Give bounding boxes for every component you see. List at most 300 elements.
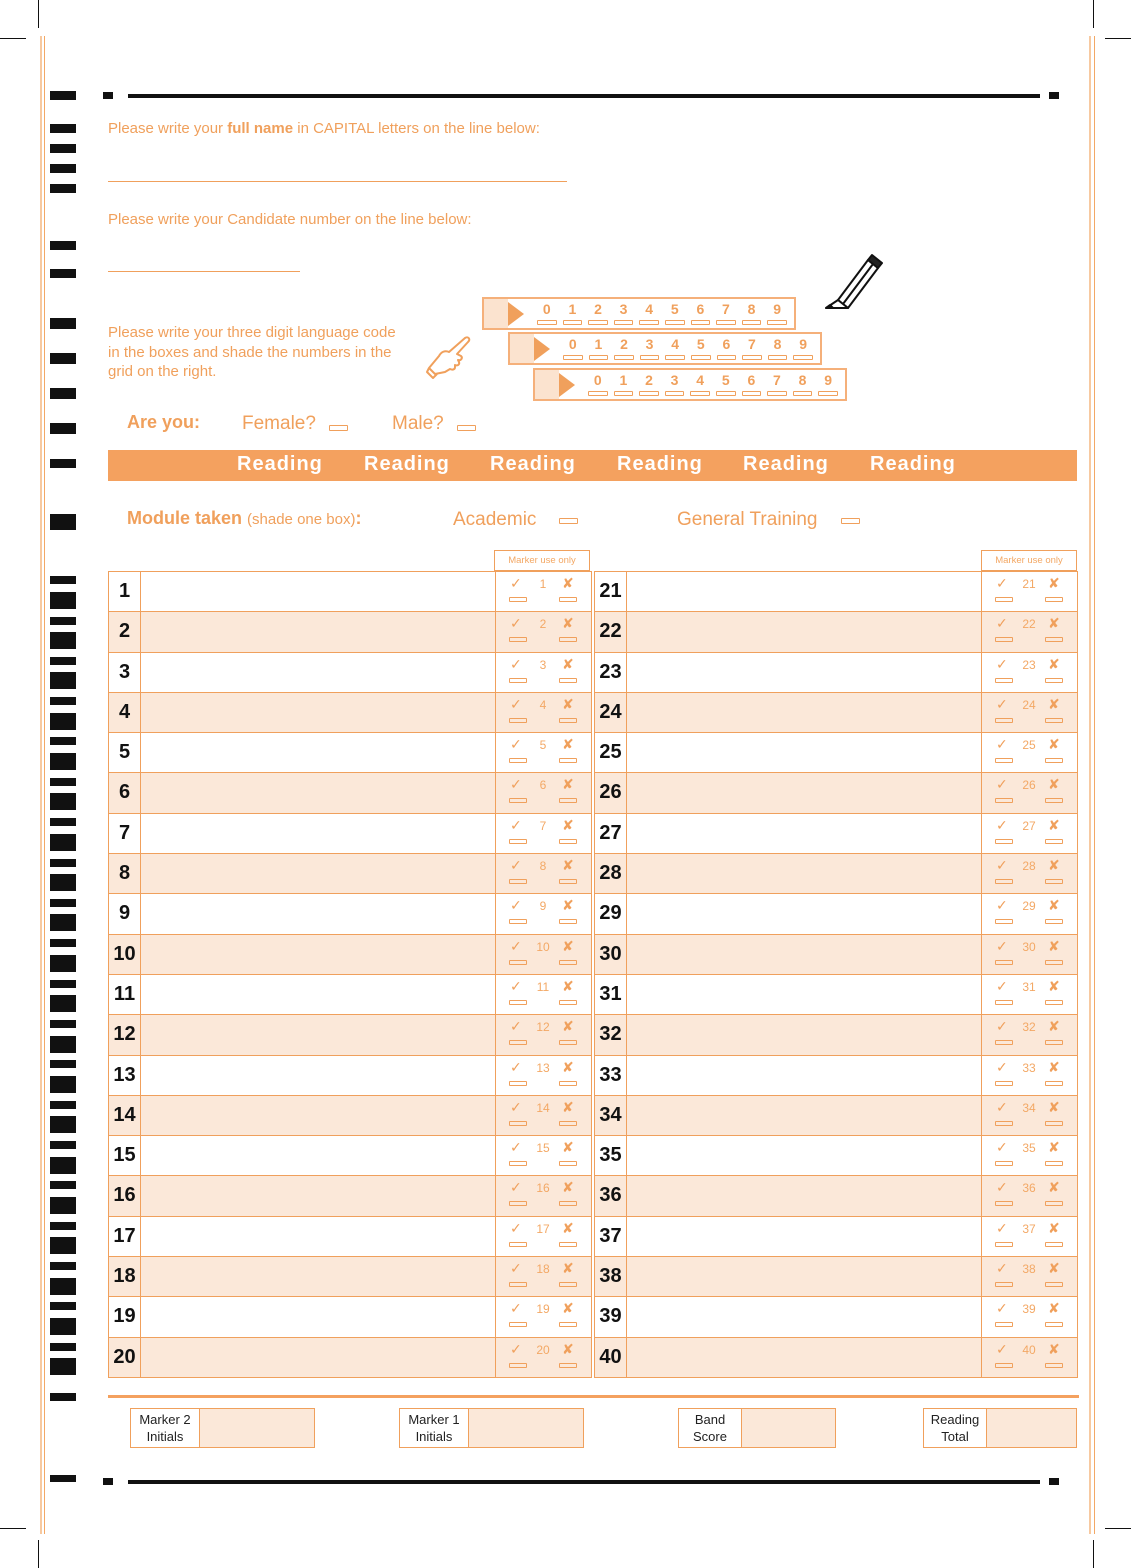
answer-field[interactable] xyxy=(627,653,981,692)
timing-mark xyxy=(50,184,76,193)
language-digit-grid[interactable] xyxy=(534,301,790,325)
correct-shade-box[interactable] xyxy=(995,839,1013,844)
tick-icon: ✓ xyxy=(996,1139,1008,1156)
cross-icon: ✘ xyxy=(1048,816,1060,833)
cross-icon: ✘ xyxy=(562,615,574,632)
timing-mark xyxy=(50,124,76,133)
language-digit-option[interactable]: 3 xyxy=(611,301,637,325)
marker-question-number: 15 xyxy=(536,1141,550,1156)
incorrect-shade-box[interactable] xyxy=(559,839,577,844)
marker-cell xyxy=(495,1338,590,1377)
cross-icon: ✘ xyxy=(1048,655,1060,672)
marker2-initials-box[interactable] xyxy=(130,1408,315,1448)
tick-icon: ✓ xyxy=(510,1260,522,1277)
answer-row xyxy=(595,773,1077,813)
marker-question-number: 35 xyxy=(1022,1141,1036,1156)
reading-banner xyxy=(108,450,1077,481)
language-code-row-2[interactable] xyxy=(508,332,822,365)
incorrect-shade-box[interactable] xyxy=(1045,637,1063,642)
correct-shade-box[interactable] xyxy=(509,1161,527,1166)
answer-field[interactable] xyxy=(627,1257,981,1296)
language-instruction-line: grid on the right. xyxy=(108,363,217,380)
marker-cell xyxy=(495,693,590,732)
answer-row xyxy=(595,1297,1077,1337)
incorrect-shade-box[interactable] xyxy=(1045,1242,1063,1247)
language-digit-option[interactable]: 8 xyxy=(739,301,765,325)
answer-field[interactable] xyxy=(141,1257,495,1296)
full-name-instruction: Please write your full name in CAPITAL letters on the line below: xyxy=(108,120,540,137)
correct-shade-box[interactable] xyxy=(509,1201,527,1206)
incorrect-shade-box[interactable] xyxy=(1045,960,1063,965)
incorrect-shade-box[interactable] xyxy=(559,960,577,965)
language-digit-option[interactable]: 2 xyxy=(636,372,662,396)
correct-shade-box[interactable] xyxy=(509,1040,527,1045)
question-number: 6 xyxy=(109,773,141,812)
language-code-digit-box[interactable] xyxy=(535,370,559,399)
language-digit-option[interactable]: 2 xyxy=(585,301,611,325)
answer-row xyxy=(109,773,591,813)
correct-shade-box[interactable] xyxy=(995,718,1013,723)
incorrect-shade-box[interactable] xyxy=(559,1363,577,1368)
male-shade-box[interactable] xyxy=(457,425,476,431)
tick-icon: ✓ xyxy=(510,816,522,833)
answer-field[interactable] xyxy=(627,1217,981,1256)
answer-row xyxy=(595,1136,1077,1176)
incorrect-shade-box[interactable] xyxy=(559,1242,577,1247)
candidate-number-line[interactable] xyxy=(108,271,300,272)
timing-mark xyxy=(50,1141,76,1149)
incorrect-shade-box[interactable] xyxy=(1045,1000,1063,1005)
correct-shade-box[interactable] xyxy=(995,1081,1013,1086)
language-digit-option[interactable]: 4 xyxy=(662,336,688,360)
timing-mark xyxy=(50,617,76,625)
answer-field[interactable] xyxy=(627,894,981,933)
correct-shade-box[interactable] xyxy=(509,919,527,924)
language-digit-option[interactable]: 0 xyxy=(560,336,586,360)
cross-icon: ✘ xyxy=(562,655,574,672)
answer-field[interactable] xyxy=(627,733,981,772)
marker-cell xyxy=(495,975,590,1014)
correct-shade-box[interactable] xyxy=(509,1121,527,1126)
language-digit-option[interactable]: 6 xyxy=(688,301,714,325)
answer-field[interactable] xyxy=(627,1096,981,1135)
answer-field[interactable] xyxy=(141,1217,495,1256)
correct-shade-box[interactable] xyxy=(509,960,527,965)
banner-text: Reading xyxy=(237,453,323,475)
incorrect-shade-box[interactable] xyxy=(559,678,577,683)
language-digit-option[interactable]: 1 xyxy=(586,336,612,360)
answer-field[interactable] xyxy=(141,1056,495,1095)
general-training-shade-box[interactable] xyxy=(841,518,860,524)
question-number: 30 xyxy=(595,935,627,974)
marker-cell xyxy=(495,572,590,611)
marker-cell xyxy=(495,935,590,974)
reading-total-box[interactable] xyxy=(923,1408,1077,1448)
cross-icon: ✘ xyxy=(1048,1340,1060,1357)
marker-question-number: 29 xyxy=(1022,899,1036,914)
cross-icon: ✘ xyxy=(1048,1098,1060,1115)
cross-icon: ✘ xyxy=(1048,1018,1060,1035)
incorrect-shade-box[interactable] xyxy=(1045,1040,1063,1045)
answer-field[interactable] xyxy=(627,1015,981,1054)
language-digit-option[interactable]: 8 xyxy=(790,372,816,396)
marker-cell xyxy=(981,854,1076,893)
registration-mark xyxy=(1049,92,1059,99)
answer-field[interactable] xyxy=(627,1056,981,1095)
incorrect-shade-box[interactable] xyxy=(559,758,577,763)
cross-icon: ✘ xyxy=(562,1018,574,1035)
incorrect-shade-box[interactable] xyxy=(1045,1201,1063,1206)
marker-question-number: 8 xyxy=(539,859,547,874)
correct-shade-box[interactable] xyxy=(509,1322,527,1327)
correct-shade-box[interactable] xyxy=(509,1081,527,1086)
language-digit-option[interactable]: 5 xyxy=(713,372,739,396)
correct-shade-box[interactable] xyxy=(509,798,527,803)
crop-mark xyxy=(1093,0,1094,28)
question-number: 18 xyxy=(109,1257,141,1296)
correct-shade-box[interactable] xyxy=(509,1242,527,1247)
incorrect-shade-box[interactable] xyxy=(1045,1282,1063,1287)
incorrect-shade-box[interactable] xyxy=(1045,919,1063,924)
question-number: 14 xyxy=(109,1096,141,1135)
marker2-initials-field[interactable] xyxy=(200,1408,315,1448)
marker-cell xyxy=(495,1096,590,1135)
timing-mark xyxy=(50,859,76,867)
question-number: 5 xyxy=(109,733,141,772)
incorrect-shade-box[interactable] xyxy=(1045,839,1063,844)
answer-row xyxy=(109,814,591,854)
language-digit-option[interactable]: 6 xyxy=(739,372,765,396)
answer-field[interactable] xyxy=(141,1096,495,1135)
answer-row xyxy=(109,612,591,652)
marker-question-number: 2 xyxy=(539,617,547,632)
marker-question-number: 17 xyxy=(536,1221,550,1236)
incorrect-shade-box[interactable] xyxy=(559,1282,577,1287)
timing-mark xyxy=(50,1278,76,1295)
marker-question-number: 39 xyxy=(1022,1302,1036,1317)
correct-shade-box[interactable] xyxy=(995,637,1013,642)
language-digit-option[interactable]: 9 xyxy=(815,372,841,396)
incorrect-shade-box[interactable] xyxy=(559,1201,577,1206)
marker-cell xyxy=(981,1257,1076,1296)
answer-field[interactable] xyxy=(141,854,495,893)
answer-field[interactable] xyxy=(141,1136,495,1175)
cross-icon: ✘ xyxy=(562,1098,574,1115)
question-number: 8 xyxy=(109,854,141,893)
correct-shade-box[interactable] xyxy=(509,597,527,602)
answer-field[interactable] xyxy=(141,1015,495,1054)
marker-question-number: 25 xyxy=(1022,738,1036,753)
language-digit-grid[interactable] xyxy=(560,336,816,360)
incorrect-shade-box[interactable] xyxy=(559,1322,577,1327)
language-digit-option[interactable]: 0 xyxy=(534,301,560,325)
answer-field[interactable] xyxy=(627,1338,981,1377)
tick-icon: ✓ xyxy=(996,1219,1008,1236)
answer-field[interactable] xyxy=(627,612,981,651)
incorrect-shade-box[interactable] xyxy=(1045,1363,1063,1368)
reading-total-label: Reading Total xyxy=(923,1408,987,1448)
language-code-row-3[interactable] xyxy=(533,368,847,401)
incorrect-shade-box[interactable] xyxy=(559,1000,577,1005)
correct-shade-box[interactable] xyxy=(995,1121,1013,1126)
marker-cell xyxy=(981,1056,1076,1095)
correct-shade-box[interactable] xyxy=(995,1040,1013,1045)
correct-shade-box[interactable] xyxy=(509,879,527,884)
tick-icon: ✓ xyxy=(996,1098,1008,1115)
correct-shade-box[interactable] xyxy=(995,678,1013,683)
academic-shade-box[interactable] xyxy=(559,518,578,524)
language-digit-option[interactable]: 6 xyxy=(714,336,740,360)
language-digit-option[interactable]: 4 xyxy=(636,301,662,325)
tick-icon: ✓ xyxy=(996,1018,1008,1035)
marker-cell xyxy=(981,1096,1076,1135)
incorrect-shade-box[interactable] xyxy=(1045,678,1063,683)
tick-icon: ✓ xyxy=(996,1300,1008,1317)
incorrect-shade-box[interactable] xyxy=(559,718,577,723)
cross-icon: ✘ xyxy=(562,937,574,954)
answer-field[interactable] xyxy=(627,854,981,893)
language-digit-option[interactable]: 9 xyxy=(764,301,790,325)
answer-row xyxy=(595,1176,1077,1216)
answer-field[interactable] xyxy=(141,733,495,772)
correct-shade-box[interactable] xyxy=(995,1000,1013,1005)
language-digit-grid[interactable] xyxy=(585,372,841,396)
correct-shade-box[interactable] xyxy=(995,1363,1013,1368)
answer-field[interactable] xyxy=(141,572,495,611)
marker-cell xyxy=(495,1056,590,1095)
tick-icon: ✓ xyxy=(510,1098,522,1115)
incorrect-shade-box[interactable] xyxy=(559,798,577,803)
answer-field[interactable] xyxy=(627,1297,981,1336)
answer-field[interactable] xyxy=(627,773,981,812)
language-digit-option[interactable]: 1 xyxy=(560,301,586,325)
answer-row xyxy=(109,894,591,934)
incorrect-shade-box[interactable] xyxy=(559,1121,577,1126)
cross-icon: ✘ xyxy=(562,1058,574,1075)
timing-mark xyxy=(50,241,76,250)
marker-cell xyxy=(495,773,590,812)
marker-cell xyxy=(495,854,590,893)
incorrect-shade-box[interactable] xyxy=(1045,1161,1063,1166)
cross-icon: ✘ xyxy=(562,695,574,712)
marker-question-number: 26 xyxy=(1022,778,1036,793)
incorrect-shade-box[interactable] xyxy=(1045,1322,1063,1327)
incorrect-shade-box[interactable] xyxy=(559,637,577,642)
marker-question-number: 11 xyxy=(536,979,550,994)
question-number: 16 xyxy=(109,1176,141,1215)
marker-question-number: 7 xyxy=(539,818,547,833)
correct-shade-box[interactable] xyxy=(995,1322,1013,1327)
language-code-digit-box[interactable] xyxy=(510,334,534,363)
language-digit-option[interactable]: 5 xyxy=(688,336,714,360)
marker-cell xyxy=(981,935,1076,974)
marker-cell xyxy=(495,733,590,772)
timing-mark xyxy=(50,592,76,609)
question-number: 36 xyxy=(595,1176,627,1215)
timing-mark xyxy=(50,914,76,931)
answer-row xyxy=(109,653,591,693)
cross-icon: ✘ xyxy=(1048,1260,1060,1277)
correct-shade-box[interactable] xyxy=(509,839,527,844)
band-score-box[interactable] xyxy=(678,1408,836,1448)
female-label: Female? xyxy=(242,413,316,434)
marker1-initials-field[interactable] xyxy=(469,1408,584,1448)
language-code-row-1[interactable] xyxy=(482,297,796,330)
correct-shade-box[interactable] xyxy=(995,1282,1013,1287)
incorrect-shade-box[interactable] xyxy=(1045,798,1063,803)
answer-field[interactable] xyxy=(627,935,981,974)
answer-field[interactable] xyxy=(141,693,495,732)
answer-row xyxy=(109,1136,591,1176)
tick-icon: ✓ xyxy=(510,1139,522,1156)
marker-question-number: 4 xyxy=(539,697,547,712)
timing-mark xyxy=(50,632,76,649)
female-shade-box[interactable] xyxy=(329,425,348,431)
correct-shade-box[interactable] xyxy=(509,637,527,642)
incorrect-shade-box[interactable] xyxy=(1045,718,1063,723)
tick-icon: ✓ xyxy=(996,1179,1008,1196)
language-digit-option[interactable]: 8 xyxy=(765,336,791,360)
language-digit-option[interactable]: 9 xyxy=(790,336,816,360)
marker-cell xyxy=(981,773,1076,812)
full-name-line[interactable] xyxy=(108,181,567,182)
correct-shade-box[interactable] xyxy=(509,678,527,683)
marker-cell xyxy=(495,1015,590,1054)
cross-icon: ✘ xyxy=(1048,1219,1060,1236)
incorrect-shade-box[interactable] xyxy=(1045,1081,1063,1086)
registration-mark xyxy=(103,1478,113,1485)
timing-mark xyxy=(50,995,76,1012)
answer-field[interactable] xyxy=(627,1176,981,1215)
marker-use-only-header-left: Marker use only xyxy=(494,550,590,571)
incorrect-shade-box[interactable] xyxy=(1045,758,1063,763)
correct-shade-box[interactable] xyxy=(509,718,527,723)
marker-question-number: 19 xyxy=(536,1302,550,1317)
answer-field[interactable] xyxy=(141,894,495,933)
correct-shade-box[interactable] xyxy=(509,1000,527,1005)
correct-shade-box[interactable] xyxy=(995,1242,1013,1247)
answer-row xyxy=(109,1015,591,1055)
answer-row xyxy=(595,1096,1077,1136)
answer-field[interactable] xyxy=(627,693,981,732)
incorrect-shade-box[interactable] xyxy=(559,597,577,602)
incorrect-shade-box[interactable] xyxy=(559,1081,577,1086)
correct-shade-box[interactable] xyxy=(995,919,1013,924)
timing-mark xyxy=(50,1060,76,1068)
timing-mark xyxy=(50,1101,76,1109)
timing-mark xyxy=(50,955,76,972)
language-code-digit-box[interactable] xyxy=(484,299,508,328)
correct-shade-box[interactable] xyxy=(995,1201,1013,1206)
answer-field[interactable] xyxy=(141,935,495,974)
timing-mark xyxy=(50,672,76,689)
marker-question-number: 20 xyxy=(536,1342,550,1357)
banner-text: Reading xyxy=(490,453,576,475)
correct-shade-box[interactable] xyxy=(995,758,1013,763)
question-number: 12 xyxy=(109,1015,141,1054)
correct-shade-box[interactable] xyxy=(509,1363,527,1368)
language-digit-option[interactable]: 7 xyxy=(739,336,765,360)
answer-row xyxy=(595,1056,1077,1096)
correct-shade-box[interactable] xyxy=(995,1161,1013,1166)
tick-icon: ✓ xyxy=(510,1179,522,1196)
incorrect-shade-box[interactable] xyxy=(1045,1121,1063,1126)
marker1-initials-box[interactable] xyxy=(399,1408,584,1448)
correct-shade-box[interactable] xyxy=(995,798,1013,803)
answer-row xyxy=(109,975,591,1015)
correct-shade-box[interactable] xyxy=(995,597,1013,602)
answer-field[interactable] xyxy=(627,814,981,853)
language-instruction-line: Please write your three digit language code xyxy=(108,324,396,341)
incorrect-shade-box[interactable] xyxy=(1045,879,1063,884)
correct-shade-box[interactable] xyxy=(509,758,527,763)
answer-field[interactable] xyxy=(627,572,981,611)
language-digit-option[interactable]: 1 xyxy=(611,372,637,396)
timing-mark xyxy=(50,318,76,329)
language-digit-option[interactable]: 2 xyxy=(611,336,637,360)
incorrect-shade-box[interactable] xyxy=(559,1040,577,1045)
margin-line-right-inner xyxy=(1094,36,1095,1534)
tick-icon: ✓ xyxy=(996,776,1008,793)
marker-question-number: 13 xyxy=(536,1060,550,1075)
question-number: 39 xyxy=(595,1297,627,1336)
answer-field[interactable] xyxy=(141,975,495,1014)
cross-icon: ✘ xyxy=(1048,1179,1060,1196)
language-digit-option[interactable]: 4 xyxy=(687,372,713,396)
top-rule xyxy=(128,94,1040,98)
answer-field[interactable] xyxy=(627,1136,981,1175)
timing-mark xyxy=(50,1318,76,1335)
reading-total-field[interactable] xyxy=(987,1408,1077,1448)
answer-field[interactable] xyxy=(141,653,495,692)
tick-icon: ✓ xyxy=(996,695,1008,712)
incorrect-shade-box[interactable] xyxy=(559,1161,577,1166)
timing-mark xyxy=(50,514,76,530)
timing-mark xyxy=(50,1197,76,1214)
language-digit-option[interactable]: 0 xyxy=(585,372,611,396)
answer-field[interactable] xyxy=(141,1338,495,1377)
answer-field[interactable] xyxy=(141,814,495,853)
band-score-label: Band Score xyxy=(678,1408,742,1448)
tick-icon: ✓ xyxy=(510,977,522,994)
correct-shade-box[interactable] xyxy=(509,1282,527,1287)
marker-question-number: 28 xyxy=(1022,859,1036,874)
correct-shade-box[interactable] xyxy=(995,879,1013,884)
answer-row xyxy=(595,733,1077,773)
band-score-field[interactable] xyxy=(742,1408,836,1448)
answer-field[interactable] xyxy=(141,612,495,651)
timing-mark xyxy=(50,1157,76,1174)
marker-question-number: 31 xyxy=(1022,979,1036,994)
answer-field[interactable] xyxy=(627,975,981,1014)
answer-row xyxy=(595,693,1077,733)
language-digit-option[interactable]: 7 xyxy=(764,372,790,396)
marker-question-number: 36 xyxy=(1022,1181,1036,1196)
correct-shade-box[interactable] xyxy=(995,960,1013,965)
incorrect-shade-box[interactable] xyxy=(1045,597,1063,602)
incorrect-shade-box[interactable] xyxy=(559,919,577,924)
language-digit-option[interactable]: 3 xyxy=(662,372,688,396)
answer-field[interactable] xyxy=(141,773,495,812)
answer-field[interactable] xyxy=(141,1297,495,1336)
incorrect-shade-box[interactable] xyxy=(559,879,577,884)
language-digit-option[interactable]: 3 xyxy=(637,336,663,360)
language-digit-option[interactable]: 7 xyxy=(713,301,739,325)
answer-field[interactable] xyxy=(141,1176,495,1215)
question-number: 17 xyxy=(109,1217,141,1256)
language-digit-option[interactable]: 5 xyxy=(662,301,688,325)
registration-mark xyxy=(1049,1478,1059,1485)
